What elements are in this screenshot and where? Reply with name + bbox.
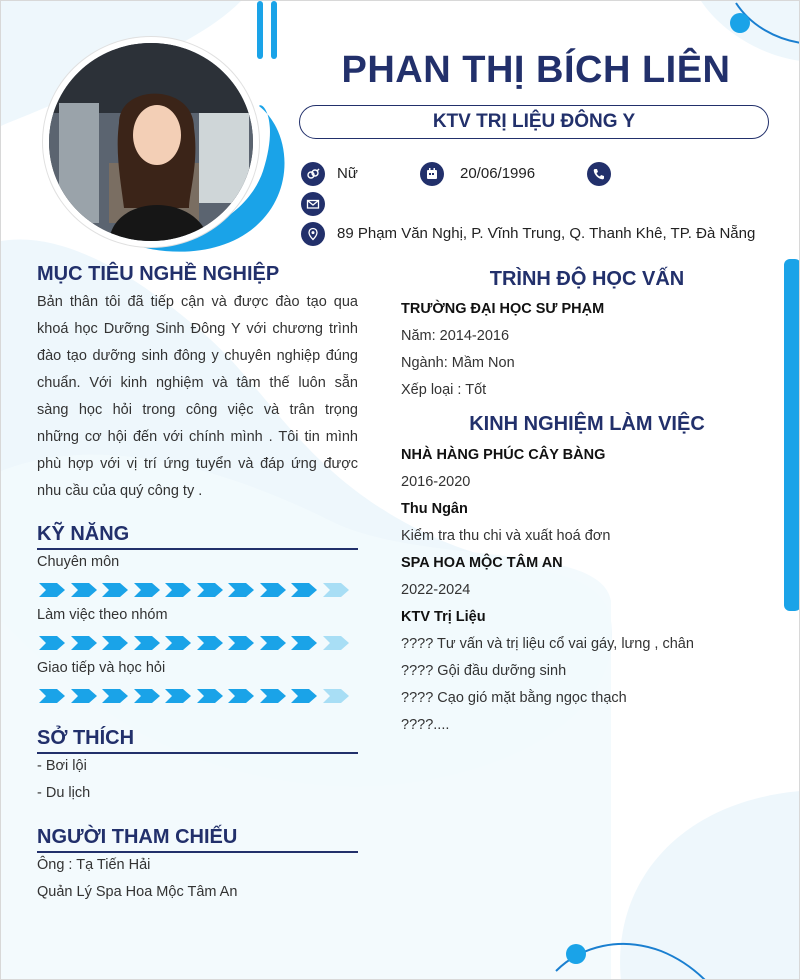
skill-arrow: [163, 688, 195, 704]
skill-arrow: [226, 582, 258, 598]
skill-arrow: [163, 582, 195, 598]
experience-company: SPA HOA MỘC TÂM AN: [401, 555, 563, 571]
candidate-name: PHAN THỊ BÍCH LIÊN: [341, 49, 731, 91]
skill-rating-bar: [37, 582, 352, 598]
education-major: Ngành: Mầm Non: [401, 355, 515, 371]
skill-arrow: [100, 635, 132, 651]
experience-title: KINH NGHIỆM LÀM VIỆC: [469, 413, 705, 435]
skill-arrow: [163, 635, 195, 651]
skill-arrow: [37, 582, 69, 598]
experience-task: ???? Tư vấn và trị liệu cổ vai gáy, lưng , chân: [401, 636, 694, 652]
skill-arrow: [258, 582, 290, 598]
skill-arrow: [195, 635, 227, 651]
experience-task: Kiểm tra thu chi và xuất hoá đơn: [401, 528, 611, 544]
reference-name: Ông : Tạ Tiến Hải: [37, 857, 151, 873]
education-grade: Xếp loại : Tốt: [401, 382, 487, 398]
skill-arrow: [258, 688, 290, 704]
skill-arrow: [69, 582, 101, 598]
education-title: TRÌNH ĐỘ HỌC VẤN: [489, 268, 685, 290]
skill-arrow: [289, 635, 321, 651]
skill-arrow: [37, 688, 69, 704]
skill-rating-bar: [37, 635, 352, 651]
skill-arrow: [321, 635, 353, 651]
experience-task: ????....: [401, 717, 450, 733]
skill-arrow: [37, 635, 69, 651]
skill-arrow: [321, 582, 353, 598]
experience-period: 2016-2020: [401, 474, 471, 490]
skill-arrow: [69, 635, 101, 651]
gender-value: Nữ: [337, 165, 358, 182]
education-school: TRƯỜNG ĐẠI HỌC SƯ PHẠM: [401, 301, 605, 317]
skill-arrow: [321, 688, 353, 704]
skill-arrow: [132, 582, 164, 598]
objective-text: Bản thân tôi đã tiếp cận và được đào tạo qua khoá học Dưỡng Sinh Đông Y với chương trình đào tạo dưỡng sinh đông y chuyên nghiệp đúng chuẩn. Với kinh nghiệm và tâm thế luôn sẵn sàng học hỏi trong công việc và trân trọng những cơ hội đến với chính mình . Tôi tin mình phù hợp với vị trí ứng tuyển và đáp ứng được nhu cầu của quý công ty .: [37, 294, 358, 499]
gender-icon: [301, 162, 325, 186]
experience-company: NHÀ HÀNG PHÚC CÂY BÀNG: [401, 447, 606, 463]
experience-role: KTV Trị Liệu: [401, 609, 486, 625]
experience-period: 2022-2024: [401, 582, 471, 598]
phone-icon: [587, 162, 611, 186]
skill-arrow: [289, 582, 321, 598]
birthdate-value: 20/06/1996: [460, 165, 536, 182]
skills-title: KỸ NĂNG: [37, 523, 358, 550]
objective-title: MỤC TIÊU NGHỀ NGHIỆP: [37, 263, 280, 285]
skill-arrow: [226, 635, 258, 651]
skill-arrow: [132, 635, 164, 651]
experience-task: ???? Gội đầu dưỡng sinh: [401, 663, 567, 679]
experience-role: Thu Ngân: [401, 501, 468, 517]
skill-arrow: [69, 688, 101, 704]
skill-arrow: [100, 688, 132, 704]
skill-arrow: [226, 688, 258, 704]
address-value: 89 Phạm Văn Nghị, P. Vĩnh Trung, Q. Thanh Khê, TP. Đà Nẵng: [337, 225, 756, 242]
skill-arrow: [195, 688, 227, 704]
skill-label: Chuyên môn: [37, 554, 120, 570]
job-title: KTV TRỊ LIỆU ĐÔNG Y: [299, 105, 769, 139]
skill-arrow: [258, 635, 290, 651]
hobby-item: - Du lịch: [37, 785, 91, 801]
experience-task: ???? Cạo gió mặt bằng ngọc thạch: [401, 690, 627, 706]
skill-label: Giao tiếp và học hỏi: [37, 660, 166, 676]
education-year: Năm: 2014-2016: [401, 328, 510, 344]
hobby-item: - Bơi lội: [37, 758, 87, 774]
location-icon: [301, 222, 325, 246]
reference-title: NGƯỜI THAM CHIẾU: [37, 826, 358, 853]
reference-position: Quản Lý Spa Hoa Mộc Tâm An: [37, 884, 238, 900]
hobbies-title: SỞ THÍCH: [37, 727, 358, 754]
profile-photo: [43, 37, 259, 247]
skill-label: Làm việc theo nhóm: [37, 607, 168, 623]
skill-rating-bar: [37, 688, 352, 704]
skill-arrow: [100, 582, 132, 598]
skill-arrow: [195, 582, 227, 598]
calendar-icon: [420, 162, 444, 186]
mail-icon: [301, 192, 325, 216]
skill-arrow: [132, 688, 164, 704]
skill-arrow: [289, 688, 321, 704]
